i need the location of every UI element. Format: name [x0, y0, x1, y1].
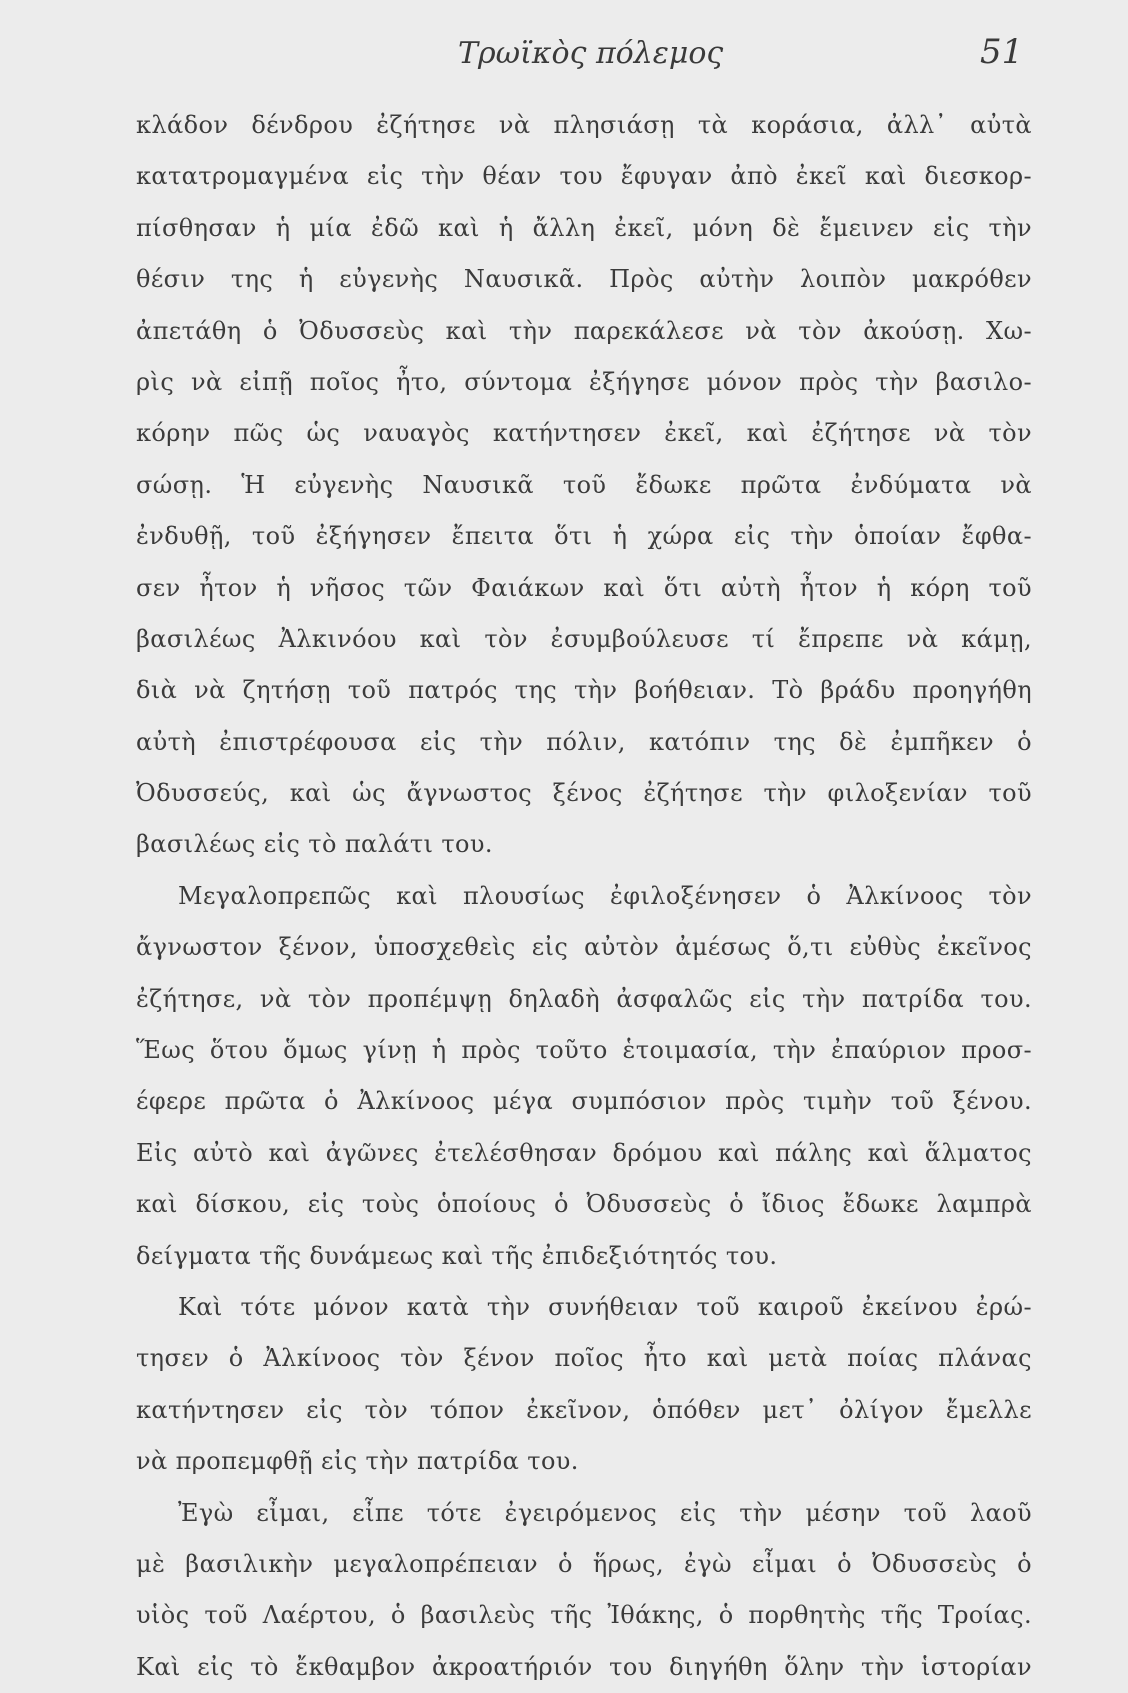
text-line: ρὶς νὰ εἰπῇ ποῖος ἦτο, σύντομα ἐξήγησε μόνον πρὸς τὴν βασιλο- [136, 367, 1032, 396]
text-line: ἐνδυθῇ, τοῦ ἐξήγησεν ἔπειτα ὅτι ἡ χώρα εἰς τὴν ὁποίαν ἔφθα- [136, 522, 1032, 551]
text-line: σώσῃ. Ἡ εὐγενὴς Ναυσικᾶ τοῦ ἔδωκε πρῶτα ἐνδύματα νὰ [136, 470, 1032, 499]
text-line: νὰ προπεμφθῇ εἰς τὴν πατρίδα του. [136, 1447, 579, 1476]
text-line: κατήντησεν εἰς τὸν τόπον ἐκεῖνον, ὁπόθεν μετ᾽ ὀλίγον ἔμελλε [136, 1395, 1032, 1424]
text-line: κλάδον δένδρου ἐζήτησε νὰ πλησιάσῃ τὰ κοράσια, ἀλλ᾽ αὐτὰ [136, 111, 1032, 139]
text-line: σεν ἦτον ἡ νῆσος τῶν Φαιάκων καὶ ὅτι αὐτὴ ἦτον ἡ κόρη τοῦ [136, 573, 1032, 602]
text-line: δείγματα τῆς δυνάμεως καὶ τῆς ἐπιδεξιότητός του. [136, 1241, 778, 1270]
body-text [136, 100, 1032, 1693]
text-line: πίσθησαν ἡ μία ἐδῶ καὶ ἡ ἄλλη ἐκεῖ, μόνη δὲ ἔμεινεν εἰς τὴν [136, 213, 1032, 242]
paragraph-first-line: Μεγαλοπρεπῶς καὶ πλουσίως ἐφιλοξένησεν ὁ Ἀλκίνοος τὸν [178, 881, 1032, 910]
page-number: 51 [980, 32, 1024, 72]
text-line: βασιλέως Ἀλκινόου καὶ τὸν ἐσυμβούλευσε τί ἔπρεπε νὰ κάμῃ, [136, 624, 1032, 653]
paragraph-first-line: Ἐγὼ εἶμαι, εἶπε τότε ἐγειρόμενος εἰς τὴν μέσην τοῦ λαοῦ [178, 1498, 1032, 1527]
text-line: Καὶ εἰς τὸ ἔκθαμβον ἀκροατήριόν του διηγήθη ὅλην τὴν ἱστορίαν [136, 1652, 1032, 1681]
text-line: μὲ βασιλικὴν μεγαλοπρέπειαν ὁ ἥρως, ἐγὼ εἶμαι ὁ Ὀδυσσεὺς ὁ [136, 1549, 1032, 1578]
text-line: τησεν ὁ Ἀλκίνοος τὸν ξένον ποῖος ἦτο καὶ μετὰ ποίας πλάνας [136, 1344, 1032, 1373]
text-line: ἐζήτησε, νὰ τὸν προπέμψῃ δηλαδὴ ἀσφαλῶς εἰς τὴν πατρίδα του. [136, 984, 1032, 1013]
text-line: Εἰς αὐτὸ καὶ ἀγῶνες ἐτελέσθησαν δρόμου καὶ πάλης καὶ ἅλματος [136, 1138, 1032, 1167]
paragraph-first-line: Καὶ τότε μόνον κατὰ τὴν συνήθειαν τοῦ καιροῦ ἐκείνου ἐρώ- [178, 1292, 1032, 1321]
text-line: κόρην πῶς ὡς ναυαγὸς κατήντησεν ἐκεῖ, καὶ ἐζήτησε νὰ τὸν [136, 419, 1032, 448]
text-line: Ἕως ὅτου ὅμως γίνῃ ἡ πρὸς τοῦτο ἑτοιμασία, τὴν ἐπαύριον προσ- [136, 1036, 1032, 1065]
text-line: θέσιν της ἡ εὐγενὴς Ναυσικᾶ. Πρὸς αὐτὴν λοιπὸν μακρόθεν [136, 265, 1032, 294]
text-line: υἱὸς τοῦ Λαέρτου, ὁ βασιλεὺς τῆς Ἰθάκης, ὁ πορθητὴς τῆς Τροίας. [136, 1601, 1032, 1630]
running-title: Τρωϊκὸς πόλεμος [458, 36, 724, 71]
text-line: διὰ νὰ ζητήσῃ τοῦ πατρός της τὴν βοήθειαν. Τὸ βράδυ προηγήθη [136, 676, 1032, 705]
text-line: βασιλέως εἰς τὸ παλάτι του. [136, 830, 493, 859]
text-line: Ὀδυσσεύς, καὶ ὡς ἄγνωστος ξένος ἐζήτησε τὴν φιλοξενίαν τοῦ [136, 779, 1032, 808]
text-line: ἀπετάθη ὁ Ὀδυσσεὺς καὶ τὴν παρεκάλεσε νὰ τὸν ἀκούσῃ. Χω- [136, 316, 1032, 345]
text-line: ἄγνωστον ξένον, ὑποσχεθεὶς εἰς αὐτὸν ἀμέσως ὅ,τι εὐθὺς ἐκεῖνος [136, 933, 1032, 962]
text-line: αὐτὴ ἐπιστρέφουσα εἰς τὴν πόλιν, κατόπιν της δὲ ἐμπῆκεν ὁ [136, 727, 1032, 756]
text-line: κατατρομαγμένα εἰς τὴν θέαν του ἔφυγαν ἀπὸ ἐκεῖ καὶ διεσκορ- [136, 162, 1032, 191]
text-line: έφερε πρῶτα ὁ Ἀλκίνοος μέγα συμπόσιον πρὸς τιμὴν τοῦ ξένου. [136, 1087, 1032, 1116]
text-line: καὶ δίσκου, εἰς τοὺς ὁποίους ὁ Ὀδυσσεὺς ὁ ἴδιος ἔδωκε λαμπρὰ [136, 1190, 1032, 1219]
page-header [0, 30, 1128, 80]
